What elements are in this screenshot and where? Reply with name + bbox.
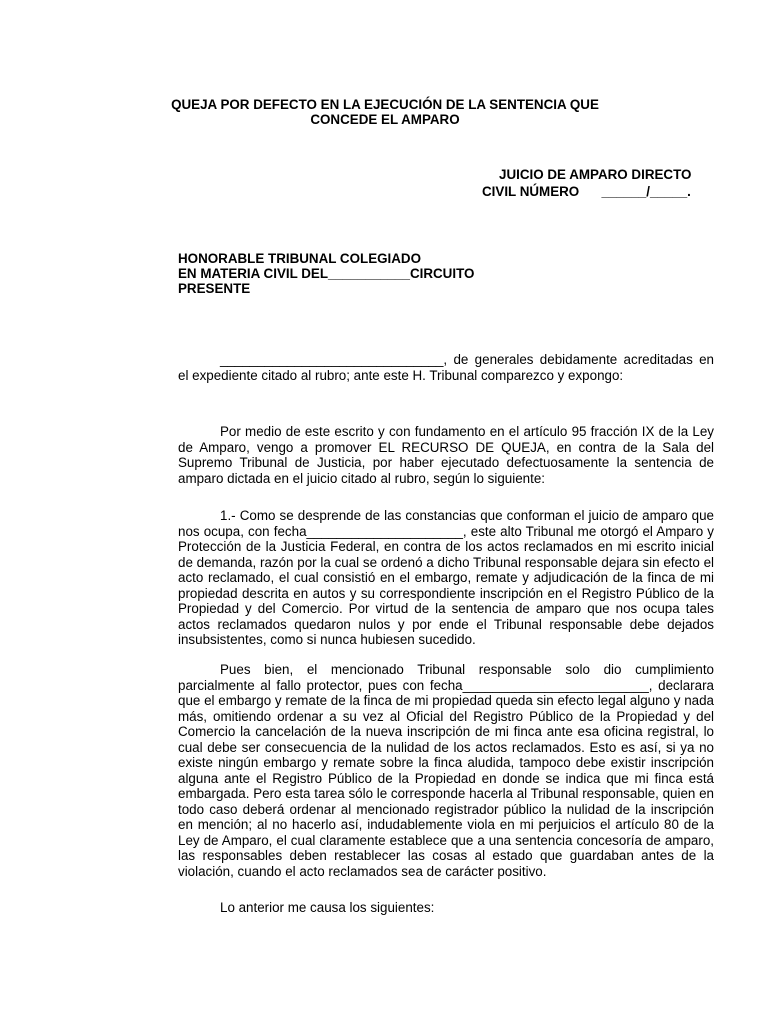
paragraph-intro: ______________________________, de generales debidamente acreditadas en el expediente citado al rubro; ante este H. Tribunal comparezco y expongo: [178, 352, 714, 383]
paragraph-hecho-1: 1.- Como se desprende de las constancias que conforman el juicio de amparo que nos ocupa, con fecha_____________________, este alto Tribunal me otorgó el Amparo y Protección de la Justicia Federal, en contra de los actos reclamados en mi escrito inicial de demanda, razón por la cual se ordenó a dicho Tribunal responsable dejara sin efecto el acto reclamado, el cual consistió en el embargo, remate y adjudicación de la finca de mi propiedad descrita en autos y su correspondiente inscripción en el Registro Público de la Propiedad y del Comercio. Por virtud de la sentencia de amparo que nos ocupa tales actos reclamados quedaron nulos y por ende el Tribunal responsable debe dejados insubsistentes, como si nunca hubiesen sucedido. [178, 508, 714, 647]
addressee-line-1: HONORABLE TRIBUNAL COLEGIADO [178, 251, 422, 266]
paragraph-fundamento: Por medio de este escrito y con fundamento en el artículo 95 fracción IX de la Ley de Amparo, vengo a promover EL RECURSO DE QUEJA, en contra de la Sala del Supremo Tribunal de Justicia, por haber ejecutado defectuosamente la sentencia de amparo dictada en el juicio citado al rubro, según lo siguiente: [178, 424, 714, 486]
title-line-2: CONCEDE EL AMPARO [310, 112, 460, 127]
addressee-line-3: PRESENTE [178, 281, 251, 296]
case-type: JUICIO DE AMPARO DIRECTO [499, 167, 692, 182]
document-title [150, 97, 620, 127]
case-info [460, 166, 715, 200]
addressee-block [178, 251, 598, 296]
title-line-1: QUEJA POR DEFECTO EN LA EJECUCIÓN DE LA SENTENCIA QUE [171, 97, 599, 112]
paragraph-hecho-2: Pues bien, el mencionado Tribunal responsable solo dio cumplimiento parcialmente al fallo protector, pues con fecha_________________________, declarara que el embargo y remate de la finca de mi propiedad queda sin efecto legal alguno y nada más, omitiendo ordenar a su vez al Oficial del Registro Público de la Propiedad y del Comercio la cancelación de la nueva inscripción de mi finca ante esa oficina registral, lo cual debe ser consecuencia de la nulidad de los actos reclamados. Esto es así, si ya no existe ningún embargo y remate sobre la finca aludida, tampoco debe existir inscripción alguna ante el Registro Público de la Propiedad en donde se indica que mi finca está embargada. Pero esta tarea sólo le corresponde hacerla al Tribunal responsable, quien en todo caso deberá ordenar al mencionado registrador público la nulidad de la inscripción en mención; al no hacerlo así, indudablemente viola en mi perjuicios el artículo 80 de la Ley de Amparo, el cual claramente establece que a una sentencia concesoría de amparo, las responsables deben restablecer las cosas al estado que guardaban antes de la violación, cuando el acto reclamados sea de carácter positivo. [178, 662, 714, 879]
paragraph-agravios-intro: Lo anterior me causa los siguientes: [220, 900, 435, 915]
case-number: CIVIL NÚMERO ______/_____. [482, 184, 691, 199]
addressee-line-2: EN MATERIA CIVIL DEL___________CIRCUITO [178, 266, 475, 281]
